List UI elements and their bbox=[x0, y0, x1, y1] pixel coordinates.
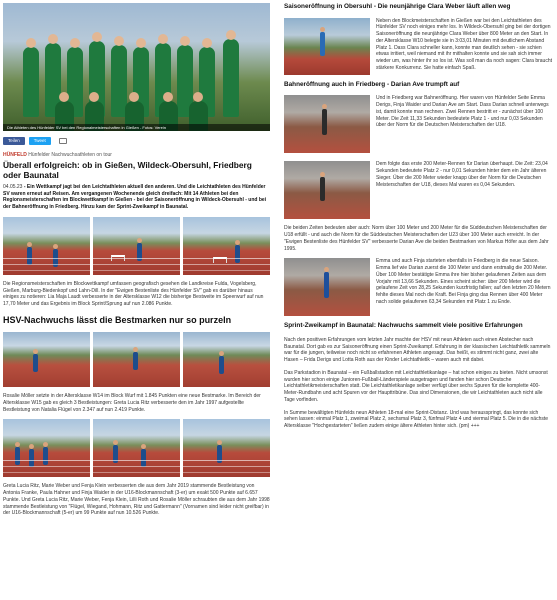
athlete-figure bbox=[322, 109, 327, 135]
athlete-figure bbox=[324, 272, 329, 298]
athlete-figure bbox=[137, 243, 142, 261]
article-kicker bbox=[3, 152, 270, 159]
hurdle-photo[interactable] bbox=[93, 217, 180, 275]
paragraph: Emma und auch Finja starteten ebenfalls in Friedberg in die neue Saison. Emma lief wie Darian zuerst die 100 Meter und dann erstmalig die 200 Meter. Über 100 Meter bestätigte Emma ihre hier bisher gelaufenen Zeiten aus dem Vorjahr mit 13,66 Sekunden. Eines scheint sicher: über 200 Meter wird die gelaufene Zeit von 28,25 Sekunden kurzfristig fallen; auf den letzten 20 Metern fehlte dieses Mal noch die Kraft. Bei Finja ging das Rennen über 400 Meter nach solide gelaufenen 63,34 Sekunden mit Platz 1 zu Ende. bbox=[376, 258, 551, 305]
athlete-figure bbox=[223, 39, 239, 117]
section-heading: Saisoneröffnung in Obersuhl - Die neunjährige Clara Weber läuft allen weg bbox=[284, 3, 511, 10]
paragraph: Das Parkstadion in Baunatal – ein Fußballstadion mit Leichtathletikanlage – hat schon einiges zu bieten. Nicht umsonst wurden hier schon einige Junioren-Fußball-Länderspiele ausgetragen und fanden hier schon Deutsche Leichtathletikmeisterschaften statt. Die Leichtathletikanlage selber verfügt über sechs Spuren für die komplette 400-Meter-Rundbahn und acht Spuren vor der Haupttribüne. Das sind Dimensionen, die wir Leichtathleten auch nicht alle Tage vorfinden. bbox=[284, 369, 548, 403]
paragraph: Und in Friedberg war Bahneröffnung. Hier waren von Hünfelder Seite Emma Derigs, Finja Waider und Darian Ave am Start. Dass Darian schnell unterwegs ist, damit konnte man rechnen. Zwei Rennen bestritt er - zunächst über 100 Meter. Die Zeit 11,33 Sekunden bedeutete Platz 1 - und nur 0,03 Sekunden über der Norm für die Deutschen Meisterschaften der U18. bbox=[376, 95, 549, 129]
paragraph: In Summe bewältigten Hünfelds neun Athleten 18-mal eine Sprint-Distanz. Und was herausspringt, das konnte sich sehen lassen: einmal Platz 1, zweimal Platz 2, sechsmal Platz 3, fünfmal Platz 4 und viermal Platz 5. Die in die nächste Altersklasse "Hochgestarteten" ließen zudem einige ältere Athleten hinter sich. (pm) +++ bbox=[284, 409, 549, 430]
athlete-figure bbox=[15, 447, 20, 465]
athlete-figure bbox=[53, 249, 58, 267]
clara-photo[interactable] bbox=[284, 18, 370, 75]
athlete-figure bbox=[43, 447, 48, 465]
event-photo[interactable] bbox=[183, 332, 270, 387]
intro-text: - Ein Wettkampf jagt bei den Leichtathleten aktuell den anderen. Und die Leichtathleten des Hünfelder SV waren erneut auf Reisen. Am vergangenen Wochenende gleich dreifach: Mit 14 Athleten bei den Regionsmeisterschaften im Blockwettkampf in Gießen - bei der Saisoneröffnung in Wildeck-Obersuhl - und bei der Bahneröffnung in Friedberg. Hinzu kam der Sprint-Zweikampf in Baunatal. bbox=[3, 183, 267, 211]
photo-row-1 bbox=[3, 217, 270, 275]
athlete-figure bbox=[320, 32, 325, 56]
athlete-figure bbox=[29, 449, 34, 467]
team-photo[interactable] bbox=[3, 3, 270, 131]
hurdle-photo[interactable] bbox=[183, 217, 270, 275]
clara-block bbox=[284, 18, 552, 75]
print-icon[interactable] bbox=[59, 138, 67, 144]
darian-photo[interactable] bbox=[284, 95, 370, 153]
hurdle-shape bbox=[213, 257, 227, 263]
athlete-figure bbox=[23, 47, 39, 117]
share-bar bbox=[3, 137, 270, 145]
track-photo[interactable] bbox=[3, 217, 90, 275]
right-column bbox=[284, 3, 552, 430]
track-photo[interactable] bbox=[93, 419, 180, 477]
paragraph: Greta Lucia Ritz, Marie Weber und Fenja Klein verbesserten die aus dem Jahr 2019 stammende Bestleistung von Antonia Franke, Paula Hahner und Finja Waider in der U16-Blockmannschaft (3-er) um exakt 500 Punkte auf 6.657 Punkte. Und Greta Lucia Ritz, Marie Weber, Fenja Klein, Lilli Roth und Rosalie Möller schraubten die aus dem Jahr 1998 stammende Bestleistung von "Flügel, Wiegand, Hohmann, Ritz und Gattermann" (Vornamen sind leider nicht greifbar) in der U16-Blockmannschaft (5-er) um 99 Punkte auf nun 10.526 Punkte. bbox=[3, 483, 270, 517]
paragraph: Nach den positiven Erfahrungen vom letzten Jahr machte der HSV mit neun Athleten auch einen Abstecher nach Baunatal. Dort gab es zur Saisoneröffnung einen Sprint-Zweikampf. Erfahrung in der klassischen Leichtathletik sammeln war für die jungen, teilweise noch nicht so erfahrenen Athleten angesagt. Das heißt, es stimmt nicht ganz, zwei alte Hasen – Frida Derigs und Lotta Roth aus der Kinder Leichtathletik – waren auch mit dabei. bbox=[284, 336, 551, 364]
paragraph: Die beiden Zeiten bedeuten aber auch: Norm über 100 Meter und 200 Meter für die Süddeutschen Meisterschaften der U18 erfüllt - und auch die Norm für die Süddeutschen Meisterschaften der U23 über 100 Meter auch erreicht. In der "Ewigen Bestenliste des Hünfelder SV" verbesserte Darian Ave die beiden Bestmarken von Markus Höfer aus dem Jahr 1995. bbox=[284, 225, 549, 252]
event-photo[interactable] bbox=[93, 332, 180, 387]
darian-block bbox=[284, 95, 552, 153]
athlete-figure bbox=[219, 356, 224, 374]
facebook-share-button[interactable]: Teilen bbox=[3, 137, 25, 145]
event-photo[interactable] bbox=[3, 332, 90, 387]
darian-block-2 bbox=[284, 161, 552, 219]
paragraph: Dem folgte das erste 200 Meter-Rennen für Darian überhaupt. Die Zeit: 23,04 Sekunden bedeutete Platz 2 - nur 0,01 Sekunden hinter dem ein Jahr älteren Sieger. Über die 200 Meter wieder knapp über der Norm für die Deutschen Meisterschaften der U18, dieses Mal waren es 0,04 Sekunden. bbox=[376, 161, 548, 188]
athlete-figure bbox=[33, 354, 38, 372]
athlete-figure bbox=[133, 352, 138, 370]
athlete-figure bbox=[27, 247, 32, 265]
photo-row-2 bbox=[3, 332, 270, 387]
section-heading: HSV-Nachwuchs lässt die Bestmarken nur so purzeln bbox=[3, 314, 232, 325]
track-photo[interactable] bbox=[183, 419, 270, 477]
kicker-location: HÜNFELD bbox=[3, 152, 27, 159]
athlete-figure bbox=[113, 445, 118, 463]
section-heading: Sprint-Zweikampf in Baunatal: Nachwuchs sammelt viele positive Erfahrungen bbox=[284, 322, 523, 330]
section-heading: Bahneröffnung auch in Friedberg - Darian Ave trumpft auf bbox=[284, 80, 460, 88]
athlete-figure bbox=[320, 177, 325, 201]
article-intro bbox=[3, 184, 270, 211]
athlete-figure bbox=[217, 445, 222, 463]
emma-photo[interactable] bbox=[284, 258, 370, 316]
paragraph: Neben den Blockmeisterschaften in Gießen war bei den Leichtathleten des Hünfelder SV noch einiges mehr los. In Wildeck-Obersuhl ging bei der dortigen Saisoneröffnung die neunjährige Clara Weber über 800 Meter an den Start. In der Altersklasse W10 belegte sie in 3:03,01 Minuten mit deutlichem Abstand Platz 1. Dass Clara schneller kann, konnte man deutlich sehen - sie schien etwas irritiert, weil niemand mit ihr mithalten konnte und sie sah sich immer wieder um, was hinter ihr so los ist. Was soll man da noch sagen: Clara braucht stärkere Konkurrenz. Sie hatte einfach Spaß. bbox=[376, 17, 553, 71]
article-date: 04.05.23 bbox=[3, 183, 23, 190]
paragraph: Die Regionsmeisterschaften im Blockwettkampf umfassen geografisch gesehen die Landkreise Fulda, Vogelsberg, Gießen, Marburg-Biedenkopf und Lahn-Dill. In der "Ewigen Bestenliste des Hünfelder SV" gab es darüber hinaus einiges zu notieren: Lia Maja Laudt verbesserte in der Altersklasse W12 die bisherige Bestweite im Speerwurf auf nun 17,70 Meter und das Ergebnis im Block Sprint/Sprung auf nun 2.086 Punkte. bbox=[3, 280, 264, 308]
athlete-figure bbox=[235, 245, 240, 263]
twitter-share-button[interactable]: Tweet bbox=[29, 137, 51, 145]
paragraph: Rosalie Möller setzte in der Altersklasse W14 im Block Wurf mit 1.845 Punkten eine neue Bestmarke. Im Bereich der Altersklasse W15 gab es gleich 3 Bestleistungen: Greta Lucia Ritz verbesserte den im Jahr 1997 aufgestellte Bestleistung von Natalia Flügel von 2.347 auf nun 2.419 Punkte. bbox=[3, 393, 261, 413]
kicker-tag: Hünfelder Nachwuchsathleten on tour bbox=[28, 152, 112, 159]
hurdle-shape bbox=[111, 255, 125, 261]
track-photo[interactable] bbox=[3, 419, 90, 477]
article-headline: Überall erfolgreich: ob in Gießen, Wildeck-Obersuhl, Friedberg oder Baunatal bbox=[3, 159, 252, 180]
left-column bbox=[3, 3, 270, 517]
emma-block bbox=[284, 258, 552, 316]
photo-caption: Die Athleten des Hünfelder SV bei den Regionalmeisterschaften in Gießen - Fotos: Verein bbox=[3, 124, 270, 131]
athlete-figure bbox=[141, 449, 146, 467]
photo-row-3 bbox=[3, 419, 270, 477]
darian-photo[interactable] bbox=[284, 161, 370, 219]
